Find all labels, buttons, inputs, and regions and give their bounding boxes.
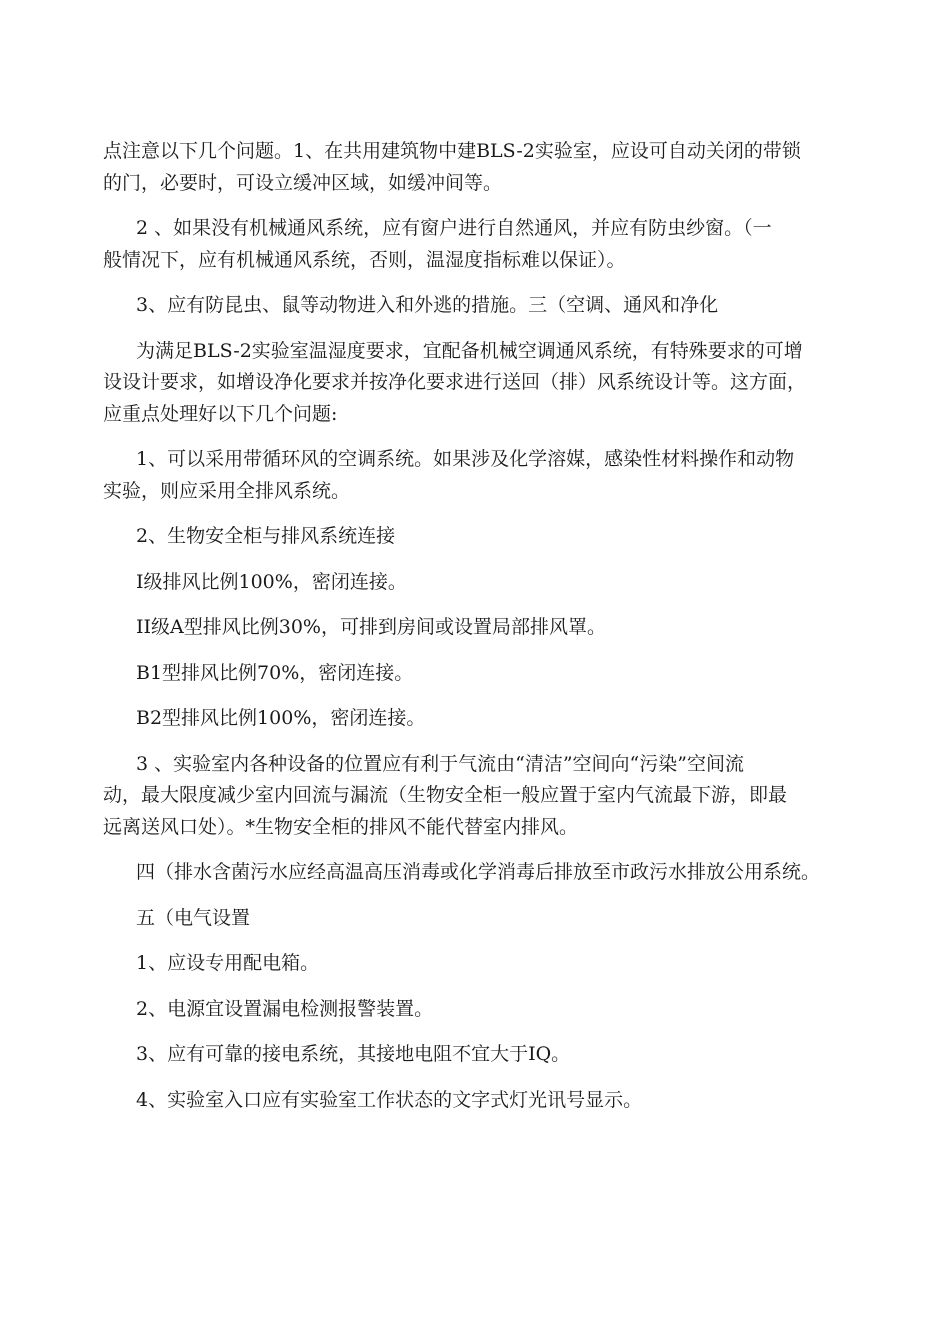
paragraph-7 bbox=[103, 567, 863, 599]
line: 五（电气设置 bbox=[136, 906, 251, 929]
paragraph-13 bbox=[103, 903, 863, 935]
paragraph-6 bbox=[103, 521, 863, 553]
line: II级A型排风比例30%，可排到房间或设置局部排风罩。 bbox=[136, 616, 606, 638]
line: 3、应有防昆虫、鼠等动物进入和外逃的措施。三（空调、通风和净化 bbox=[136, 294, 719, 316]
paragraph-10 bbox=[103, 703, 863, 735]
document-body bbox=[103, 136, 863, 1130]
line: 的门，必要时，可设立缓冲区域，如缓冲间等。 bbox=[103, 171, 503, 194]
paragraph-4 bbox=[103, 336, 863, 431]
line: 3、应有可靠的接电系统，其接地电阻不宜大于IQ。 bbox=[136, 1043, 571, 1065]
paragraph-5 bbox=[103, 444, 863, 507]
paragraph-1 bbox=[103, 136, 863, 199]
line: 设设计要求，如增设净化要求并按净化要求进行送回（排）风系统设计等。这方面， bbox=[103, 371, 807, 393]
line: 动，最大限度减少室内回流与漏流（生物安全柜一般应置于室内气流最下游，即最 bbox=[103, 784, 788, 806]
line: B1型排风比例70%，密闭连接。 bbox=[136, 661, 414, 684]
line: 2 、如果没有机械通风系统，应有窗户进行自然通风，并应有防虫纱窗。（一 bbox=[136, 217, 772, 239]
line: 1、应设专用配电箱。 bbox=[136, 952, 320, 974]
line: 1、可以采用带循环风的空调系统。如果涉及化学溶媒，感染性材料操作和动物 bbox=[136, 448, 795, 470]
line: B2型排风比例100%，密闭连接。 bbox=[136, 707, 426, 729]
paragraph-11 bbox=[103, 749, 863, 844]
paragraph-9 bbox=[103, 658, 863, 690]
line: 实验，则应采用全排风系统。 bbox=[103, 479, 351, 502]
paragraph-16 bbox=[103, 1039, 863, 1071]
paragraph-3 bbox=[103, 290, 863, 322]
line: 2、生物安全柜与排风系统连接 bbox=[136, 525, 396, 547]
line: 3 、实验室内各种设备的位置应有利于气流由“清洁”空间向“污染”空间流 bbox=[136, 752, 744, 775]
line: 四（排水含菌污水应经高温高压消毒或化学消毒后排放至市政污水排放公用系统。 bbox=[136, 861, 821, 883]
line: 为满足BLS-2实验室温湿度要求，宜配备机械空调通风系统，有特殊要求的可增 bbox=[136, 339, 803, 362]
line: 般情况下，应有机械通风系统，否则，温湿度指标难以保证）。 bbox=[103, 248, 626, 271]
paragraph-12 bbox=[103, 857, 863, 889]
paragraph-8 bbox=[103, 612, 863, 644]
line: 应重点处理好以下几个问题: bbox=[103, 402, 338, 425]
line: 4、实验室入口应有实验室工作状态的文字式灯光讯号显示。 bbox=[136, 1088, 643, 1111]
line: 2、电源宜设置漏电检测报警装置。 bbox=[136, 997, 434, 1020]
paragraph-15 bbox=[103, 994, 863, 1026]
paragraph-2 bbox=[103, 213, 863, 276]
line: I级排风比例100%，密闭连接。 bbox=[136, 570, 407, 593]
line: 点注意以下几个问题。1、在共用建筑物中建BLS-2实验室，应设可自动关闭的带锁 bbox=[103, 140, 801, 162]
paragraph-14 bbox=[103, 948, 863, 980]
line: 远离送风口处）。*生物安全柜的排风不能代替室内排风。 bbox=[103, 815, 579, 838]
paragraph-17 bbox=[103, 1085, 863, 1117]
